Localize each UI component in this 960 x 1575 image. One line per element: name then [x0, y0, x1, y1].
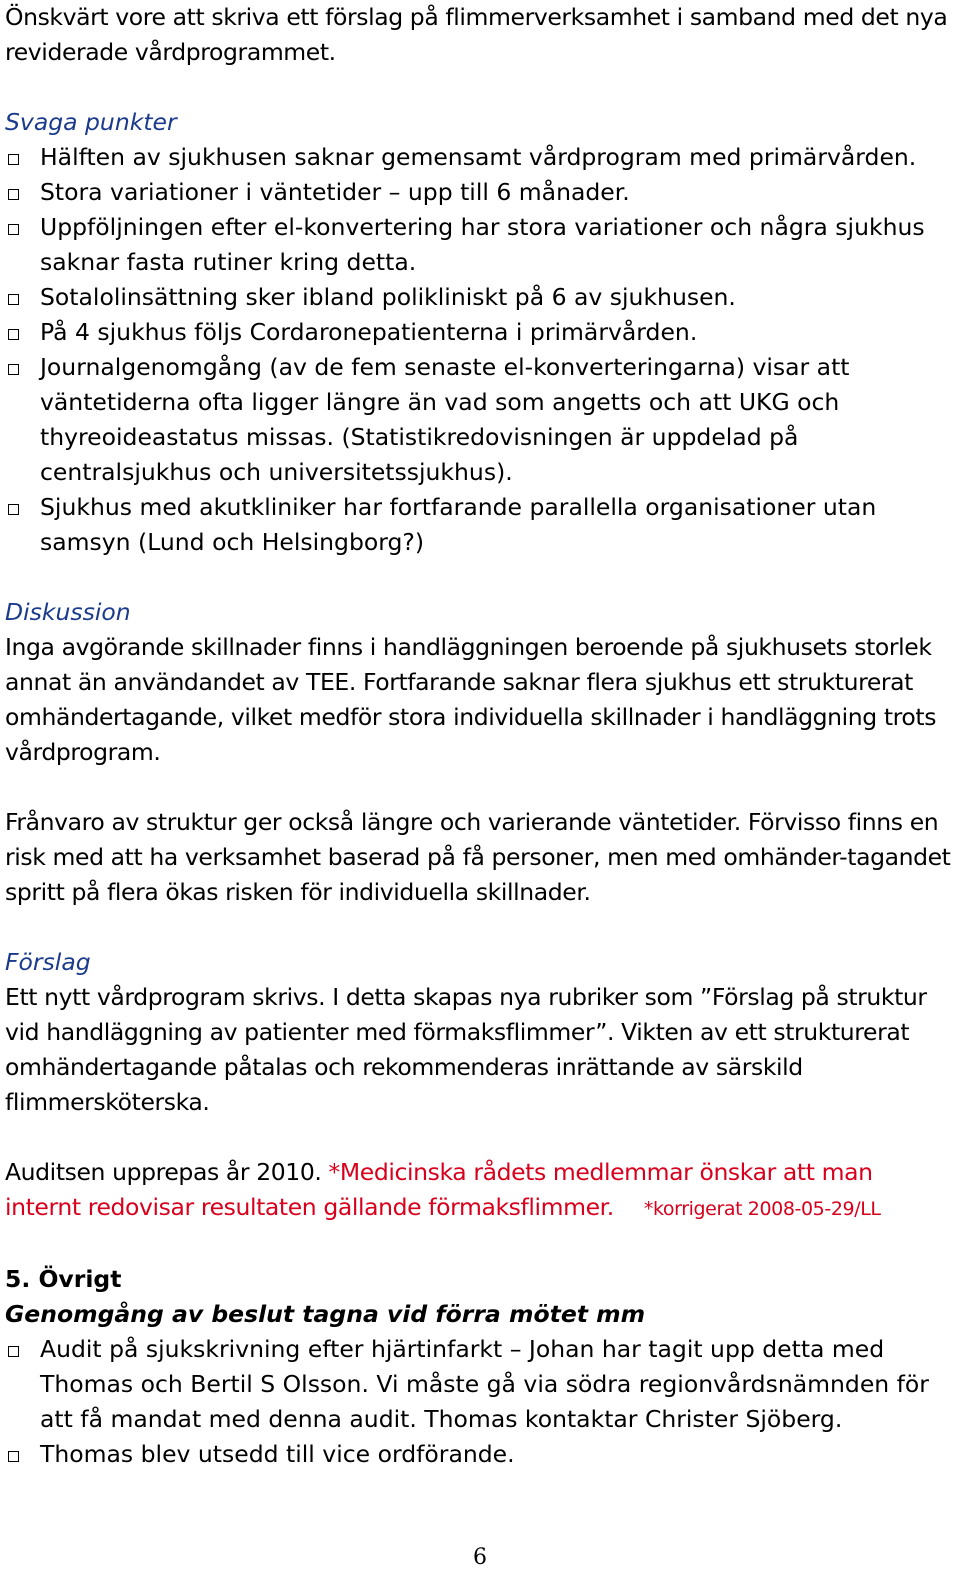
correction-note: *korrigerat 2008-05-29/LL	[643, 1198, 881, 1220]
other-list	[5, 1332, 955, 1472]
page-number: 6	[473, 1545, 487, 1570]
audit-paragraph	[5, 1155, 955, 1227]
list-item: Audit på sjukskrivning efter hjärtinfarkt – Johan har tagit upp detta med Thomas och Bertil S Olsson. Vi måste gå via södra regionvårdsnämnden för att få mandat med denna audit. Thomas kontaktar Christer Sjöberg.	[5, 1332, 955, 1437]
intro-paragraph: Önskvärt vore att skriva ett förslag på flimmerverksamhet i samband med det nya reviderade vårdprogrammet.	[5, 3, 948, 66]
discussion-paragraph-2: Frånvaro av struktur ger också längre och varierande väntetider. Förvisso finns en risk med att ha verksamhet baserad på få personer, men med omhänder-tagandet spritt på flera ökas risken för individuella skillnader.	[5, 808, 951, 906]
checkbox-bullet-icon	[8, 504, 19, 515]
checkbox-bullet-icon	[8, 329, 19, 340]
checkbox-bullet-icon	[8, 364, 19, 375]
list-item: Sotalolinsättning sker ibland polikliniskt på 6 av sjukhusen.	[5, 280, 955, 315]
proposal-heading: Förslag	[5, 948, 91, 976]
list-item: På 4 sjukhus följs Cordaronepatienterna i primärvården.	[5, 315, 955, 350]
list-item: Thomas blev utsedd till vice ordförande.	[5, 1437, 955, 1472]
discussion-heading: Diskussion	[5, 598, 131, 626]
weak-points-heading: Svaga punkter	[5, 108, 177, 136]
list-item: Uppföljningen efter el-konvertering har stora variationer och några sjukhus saknar fasta rutiner kring detta.	[5, 210, 955, 280]
weak-points-list	[5, 140, 955, 560]
discussion-paragraph-1: Inga avgörande skillnader finns i handläggningen beroende på sjukhusets storlek annat än användandet av TEE. Fortfarande saknar flera sjukhus ett strukturerat omhändertagande, vilket medför stora individuella skillnader i handläggning trots vårdprogram.	[5, 633, 937, 766]
checkbox-bullet-icon	[8, 224, 19, 235]
checkbox-bullet-icon	[8, 1451, 19, 1462]
section5-heading: 5. Övrigt	[5, 1265, 122, 1293]
checkbox-bullet-icon	[8, 1346, 19, 1357]
list-item: Hälften av sjukhusen saknar gemensamt vårdprogram med primärvården.	[5, 140, 955, 175]
list-item: Journalgenomgång (av de fem senaste el-konverteringarna) visar att väntetiderna ofta ligger längre än vad som angetts och att UKG och thyreoideastatus missas. (Statistikredovisningen är uppdelad på centralsjukhus och universitetssjukhus).	[5, 350, 955, 490]
checkbox-bullet-icon	[8, 294, 19, 305]
checkbox-bullet-icon	[8, 154, 19, 165]
section5-subheading: Genomgång av beslut tagna vid förra mötet mm	[5, 1300, 646, 1328]
checkbox-bullet-icon	[8, 189, 19, 200]
proposal-paragraph: Ett nytt vårdprogram skrivs. I detta skapas nya rubriker som ”Förslag på struktur vid handläggning av patienter med förmaksflimmer”. Vikten av ett strukturerat omhändertagande påtalas och rekommenderas inrättande av särskild flimmersköterska.	[5, 983, 927, 1116]
list-item: Sjukhus med akutkliniker har fortfarande parallella organisationer utan samsyn (Lund och Helsingborg?)	[5, 490, 955, 560]
audit-red-text: *Medicinska rådets medlemmar önskar att man internt redovisar resultaten gällande förmaksflimmer.	[5, 1158, 873, 1221]
list-item: Stora variationer i väntetider – upp till 6 månader.	[5, 175, 955, 210]
document-page	[5, 0, 955, 1472]
audit-text: Auditsen upprepas år 2010.	[5, 1158, 329, 1186]
